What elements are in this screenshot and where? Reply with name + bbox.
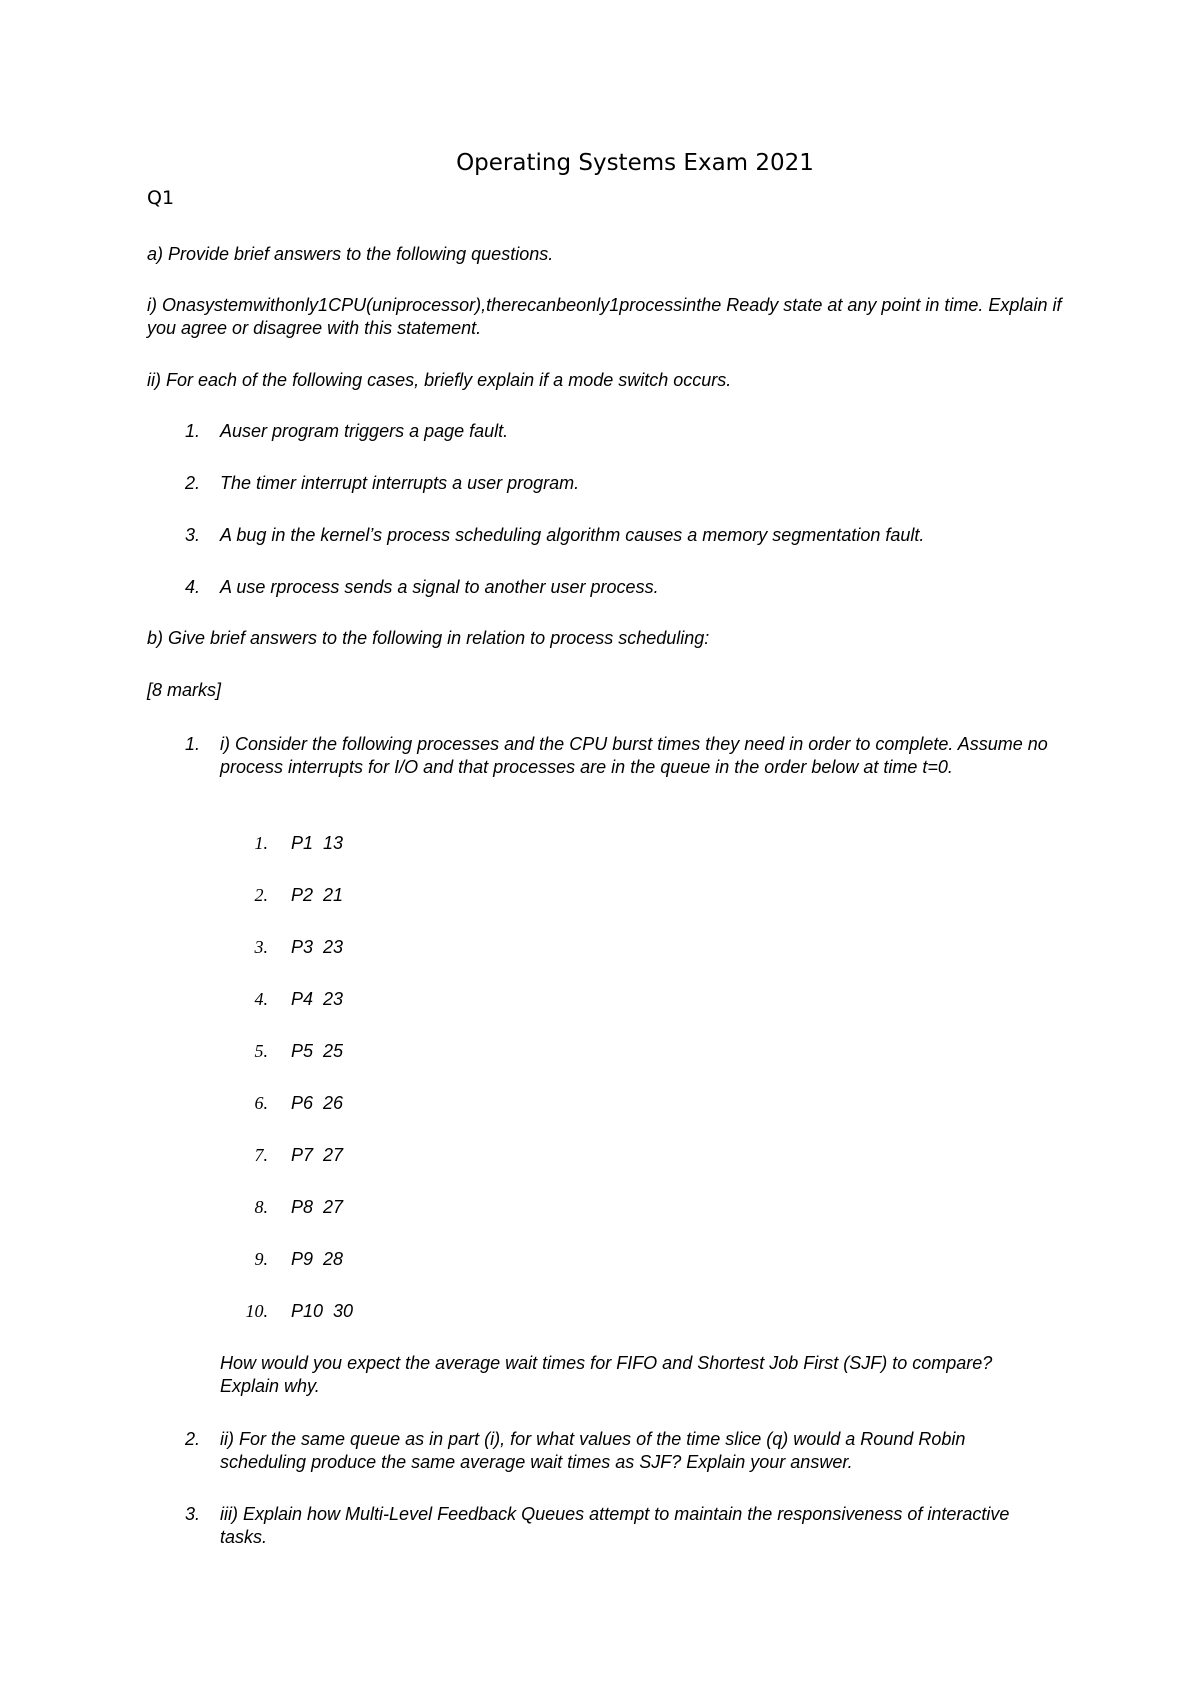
part-a-intro: a) Provide brief answers to the following questions. <box>147 244 554 264</box>
part-b-item-text: iii) Explain how Multi-Level Feedback Queues attempt to maintain the responsiveness of interactive tasks. <box>220 1504 1010 1547</box>
process-number: 8. <box>254 1197 268 1217</box>
process-burst: P6 26 <box>291 1093 344 1113</box>
part-a-question-i: i) Onasystemwithonly1CPU(uniprocessor),therecanbeonly1processinthe Ready state at any point in time. Explain if you agree or disagree with this statement. <box>147 295 1062 338</box>
case-number: 4. <box>184 577 200 597</box>
followup-question: How would you expect the average wait times for FIFO and Shortest Job First (SJF) to compare? Explain why. <box>220 1353 993 1396</box>
process-number: 4. <box>254 989 268 1009</box>
process-number: 5. <box>254 1041 268 1061</box>
case-text: The timer interrupt interrupts a user program. <box>220 473 580 493</box>
part-b-item-text: ii) For the same queue as in part (i), for what values of the time slice (q) would a Round Robin scheduling produce the same average wait times as SJF? Explain your answer. <box>220 1429 966 1472</box>
part-b-item-text: i) Consider the following processes and the CPU burst times they need in order to complete. Assume no process interrupts for I/O and that processes are in the queue in the order below at time t=0. <box>220 734 1048 777</box>
process-burst: P1 13 <box>291 833 344 853</box>
part-a-question-ii: ii) For each of the following cases, briefly explain if a mode switch occurs. <box>147 370 732 390</box>
process-number: 2. <box>254 885 268 905</box>
process-burst: P4 23 <box>291 989 344 1009</box>
case-number: 1. <box>184 421 200 441</box>
part-b-item-number: 2. <box>184 1429 200 1449</box>
process-burst: P9 28 <box>291 1249 344 1269</box>
process-burst: P3 23 <box>291 937 344 957</box>
case-number: 2. <box>184 473 200 493</box>
process-number: 9. <box>254 1249 268 1269</box>
part-b-item-number: 3. <box>184 1504 200 1524</box>
process-burst: P5 25 <box>291 1041 344 1061</box>
process-burst: P10 30 <box>291 1301 354 1321</box>
process-burst: P2 21 <box>291 885 344 905</box>
case-text: A bug in the kernel’s process scheduling algorithm causes a memory segmentation fault. <box>220 525 925 545</box>
process-burst: P7 27 <box>291 1145 344 1165</box>
process-number: 3. <box>254 937 268 957</box>
case-text: Auser program triggers a page fault. <box>220 421 509 441</box>
case-number: 3. <box>184 525 200 545</box>
question-label: Q1 <box>147 187 175 209</box>
part-b-item-number: 1. <box>184 734 200 754</box>
page-title: Operating Systems Exam 2021 <box>456 150 814 176</box>
process-number: 7. <box>254 1145 268 1165</box>
process-number: 6. <box>254 1093 268 1113</box>
process-number: 10. <box>245 1301 268 1321</box>
part-b-intro: b) Give brief answers to the following in relation to process scheduling: <box>147 628 710 648</box>
case-text: A use rprocess sends a signal to another user process. <box>220 577 659 597</box>
process-burst: P8 27 <box>291 1197 344 1217</box>
marks-label: [8 marks] <box>147 680 222 700</box>
process-number: 1. <box>254 833 268 853</box>
